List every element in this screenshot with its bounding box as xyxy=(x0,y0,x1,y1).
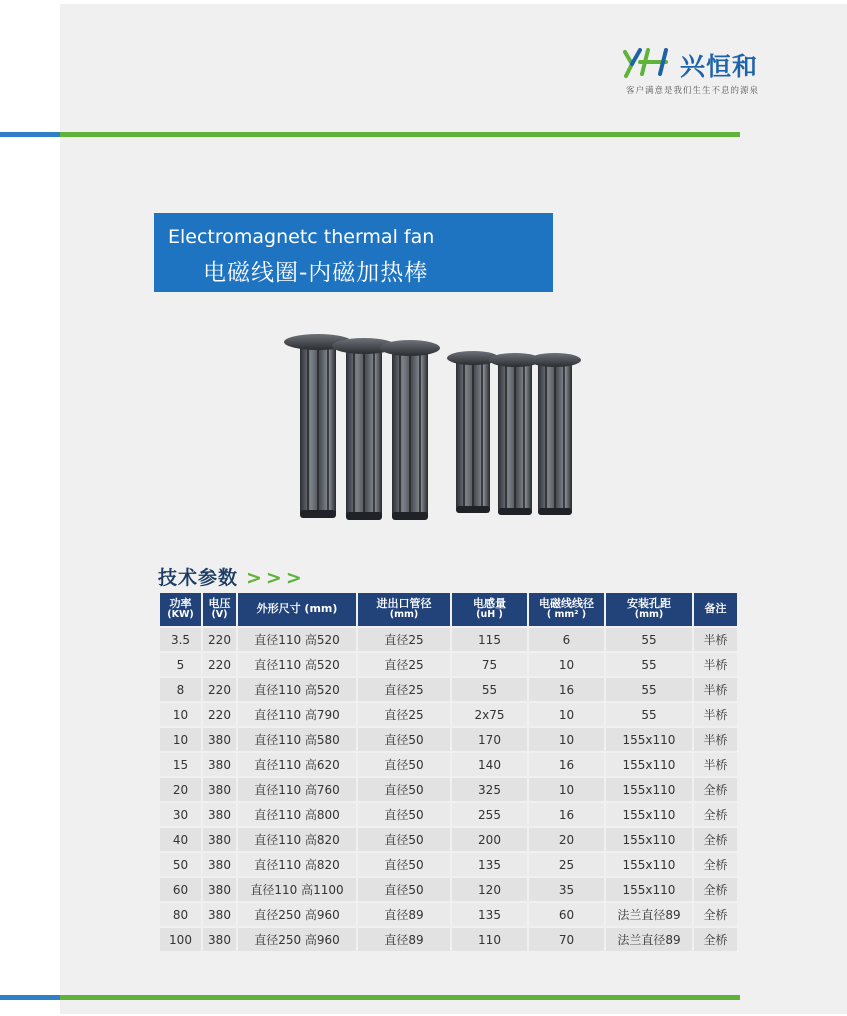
table-cell: 155x110 xyxy=(606,878,692,901)
table-cell: 10 xyxy=(529,728,604,751)
table-cell: 10 xyxy=(529,778,604,801)
table-row xyxy=(160,928,737,951)
table-row xyxy=(160,878,737,901)
table-cell: 120 xyxy=(452,878,527,901)
column-header: 电磁线线径 ( mm² ) xyxy=(529,593,604,626)
table-cell: 法兰直径89 xyxy=(606,928,692,951)
table-cell: 55 xyxy=(606,703,692,726)
table-cell: 60 xyxy=(160,878,201,901)
table-cell: 115 xyxy=(452,628,527,651)
table-cell: 55 xyxy=(606,678,692,701)
column-header: 备注 xyxy=(694,593,737,626)
table-cell: 直径110 高520 xyxy=(238,628,356,651)
column-header: 电压 (V) xyxy=(203,593,236,626)
table-cell: 半桥 xyxy=(694,728,737,751)
table-cell: 75 xyxy=(452,653,527,676)
table-cell: 直径50 xyxy=(358,778,450,801)
table-cell: 直径89 xyxy=(358,928,450,951)
table-cell: 55 xyxy=(452,678,527,701)
spec-table xyxy=(158,591,739,953)
table-cell: 15 xyxy=(160,753,201,776)
table-cell: 直径110 高800 xyxy=(238,803,356,826)
table-cell: 220 xyxy=(203,628,236,651)
table-row xyxy=(160,653,737,676)
brand-name: 兴恒和 xyxy=(680,52,759,81)
table-cell: 直径110 高520 xyxy=(238,678,356,701)
table-cell: 直径110 高820 xyxy=(238,853,356,876)
table-cell: 直径110 高820 xyxy=(238,828,356,851)
table-cell: 直径25 xyxy=(358,678,450,701)
heating-rod xyxy=(447,351,499,513)
table-cell: 全桥 xyxy=(694,828,737,851)
table-cell: 半桥 xyxy=(694,753,737,776)
table-cell: 直径250 高960 xyxy=(238,903,356,926)
table-row xyxy=(160,703,737,726)
table-cell: 380 xyxy=(203,753,236,776)
table-cell: 155x110 xyxy=(606,853,692,876)
column-header: 电感量 (uH ) xyxy=(452,593,527,626)
table-cell: 380 xyxy=(203,828,236,851)
table-cell: 200 xyxy=(452,828,527,851)
table-cell: 380 xyxy=(203,878,236,901)
table-cell: 直径50 xyxy=(358,828,450,851)
product-image xyxy=(280,322,590,522)
bottom-rule-green xyxy=(60,995,740,1000)
table-cell: 380 xyxy=(203,728,236,751)
table-cell: 50 xyxy=(160,853,201,876)
column-header: 进出口管径 (mm) xyxy=(358,593,450,626)
table-cell: 60 xyxy=(529,903,604,926)
table-cell: 2x75 xyxy=(452,703,527,726)
table-cell: 40 xyxy=(160,828,201,851)
table-cell: 10 xyxy=(529,653,604,676)
table-cell: 法兰直径89 xyxy=(606,903,692,926)
table-cell: 8 xyxy=(160,678,201,701)
table-cell: 255 xyxy=(452,803,527,826)
column-header: 功率 (KW) xyxy=(160,593,201,626)
table-cell: 直径110 高580 xyxy=(238,728,356,751)
table-cell: 380 xyxy=(203,903,236,926)
heating-rod xyxy=(332,338,396,520)
table-cell: 直径110 高1100 xyxy=(238,878,356,901)
table-cell: 110 xyxy=(452,928,527,951)
table-cell: 30 xyxy=(160,803,201,826)
table-row xyxy=(160,828,737,851)
table-cell: 直径50 xyxy=(358,753,450,776)
section-arrows: >>> xyxy=(246,567,306,589)
table-cell: 全桥 xyxy=(694,778,737,801)
heating-rod xyxy=(380,340,440,520)
table-row xyxy=(160,903,737,926)
column-header: 安装孔距 (mm) xyxy=(606,593,692,626)
table-cell: 135 xyxy=(452,853,527,876)
table-cell: 380 xyxy=(203,928,236,951)
table-cell: 全桥 xyxy=(694,803,737,826)
brand-logo xyxy=(622,44,782,99)
table-cell: 10 xyxy=(529,703,604,726)
table-cell: 直径110 高790 xyxy=(238,703,356,726)
table-cell: 16 xyxy=(529,678,604,701)
table-cell: 220 xyxy=(203,703,236,726)
table-cell: 220 xyxy=(203,678,236,701)
table-cell: 380 xyxy=(203,778,236,801)
table-row xyxy=(160,778,737,801)
table-cell: 直径25 xyxy=(358,653,450,676)
table-cell: 直径110 高520 xyxy=(238,653,356,676)
table-cell: 55 xyxy=(606,653,692,676)
table-row xyxy=(160,753,737,776)
table-cell: 100 xyxy=(160,928,201,951)
table-cell: 5 xyxy=(160,653,201,676)
banner-title-en: Electromagnetc thermal fan xyxy=(168,226,435,248)
table-cell: 直径50 xyxy=(358,853,450,876)
title-banner xyxy=(154,213,553,292)
heating-rod xyxy=(529,353,581,515)
table-cell: 直径50 xyxy=(358,878,450,901)
table-cell: 直径110 高760 xyxy=(238,778,356,801)
table-cell: 20 xyxy=(529,828,604,851)
table-cell: 220 xyxy=(203,653,236,676)
table-row xyxy=(160,803,737,826)
table-cell: 325 xyxy=(452,778,527,801)
table-cell: 16 xyxy=(529,803,604,826)
table-cell: 10 xyxy=(160,728,201,751)
table-cell: 155x110 xyxy=(606,753,692,776)
table-cell: 全桥 xyxy=(694,928,737,951)
table-cell: 155x110 xyxy=(606,803,692,826)
table-cell: 6 xyxy=(529,628,604,651)
table-cell: 140 xyxy=(452,753,527,776)
table-cell: 16 xyxy=(529,753,604,776)
table-row xyxy=(160,728,737,751)
table-cell: 直径50 xyxy=(358,803,450,826)
top-rule-green xyxy=(60,132,740,137)
table-cell: 155x110 xyxy=(606,728,692,751)
table-cell: 70 xyxy=(529,928,604,951)
table-cell: 半桥 xyxy=(694,653,737,676)
spec-table-body xyxy=(160,628,737,951)
table-cell: 3.5 xyxy=(160,628,201,651)
table-cell: 直径25 xyxy=(358,628,450,651)
table-cell: 半桥 xyxy=(694,628,737,651)
table-row xyxy=(160,628,737,651)
bottom-rule-blue xyxy=(0,995,60,1000)
table-cell: 170 xyxy=(452,728,527,751)
table-cell: 155x110 xyxy=(606,828,692,851)
column-header: 外形尺寸 (mm) xyxy=(238,593,356,626)
heating-rod xyxy=(284,334,352,518)
table-header-row xyxy=(160,593,737,626)
table-cell: 10 xyxy=(160,703,201,726)
table-cell: 直径50 xyxy=(358,728,450,751)
table-cell: 80 xyxy=(160,903,201,926)
banner-title-cn: 电磁线圈-内磁加热棒 xyxy=(203,260,429,286)
table-cell: 直径89 xyxy=(358,903,450,926)
logo-mark-icon xyxy=(622,44,678,80)
table-cell: 直径25 xyxy=(358,703,450,726)
table-cell: 35 xyxy=(529,878,604,901)
table-cell: 55 xyxy=(606,628,692,651)
table-cell: 全桥 xyxy=(694,903,737,926)
top-rule-blue xyxy=(0,132,60,137)
table-cell: 直径110 高620 xyxy=(238,753,356,776)
table-cell: 直径250 高960 xyxy=(238,928,356,951)
table-cell: 全桥 xyxy=(694,853,737,876)
table-cell: 20 xyxy=(160,778,201,801)
section-title-text: 技术参数 xyxy=(158,567,239,589)
brand-slogan: 客户满意是我们生生不息的源泉 xyxy=(626,86,760,96)
heating-rod xyxy=(489,353,541,515)
table-row xyxy=(160,678,737,701)
table-cell: 380 xyxy=(203,853,236,876)
table-cell: 25 xyxy=(529,853,604,876)
section-title xyxy=(158,563,306,590)
table-cell: 155x110 xyxy=(606,778,692,801)
table-cell: 半桥 xyxy=(694,678,737,701)
table-row xyxy=(160,853,737,876)
table-cell: 380 xyxy=(203,803,236,826)
table-cell: 135 xyxy=(452,903,527,926)
table-cell: 半桥 xyxy=(694,703,737,726)
table-cell: 全桥 xyxy=(694,878,737,901)
